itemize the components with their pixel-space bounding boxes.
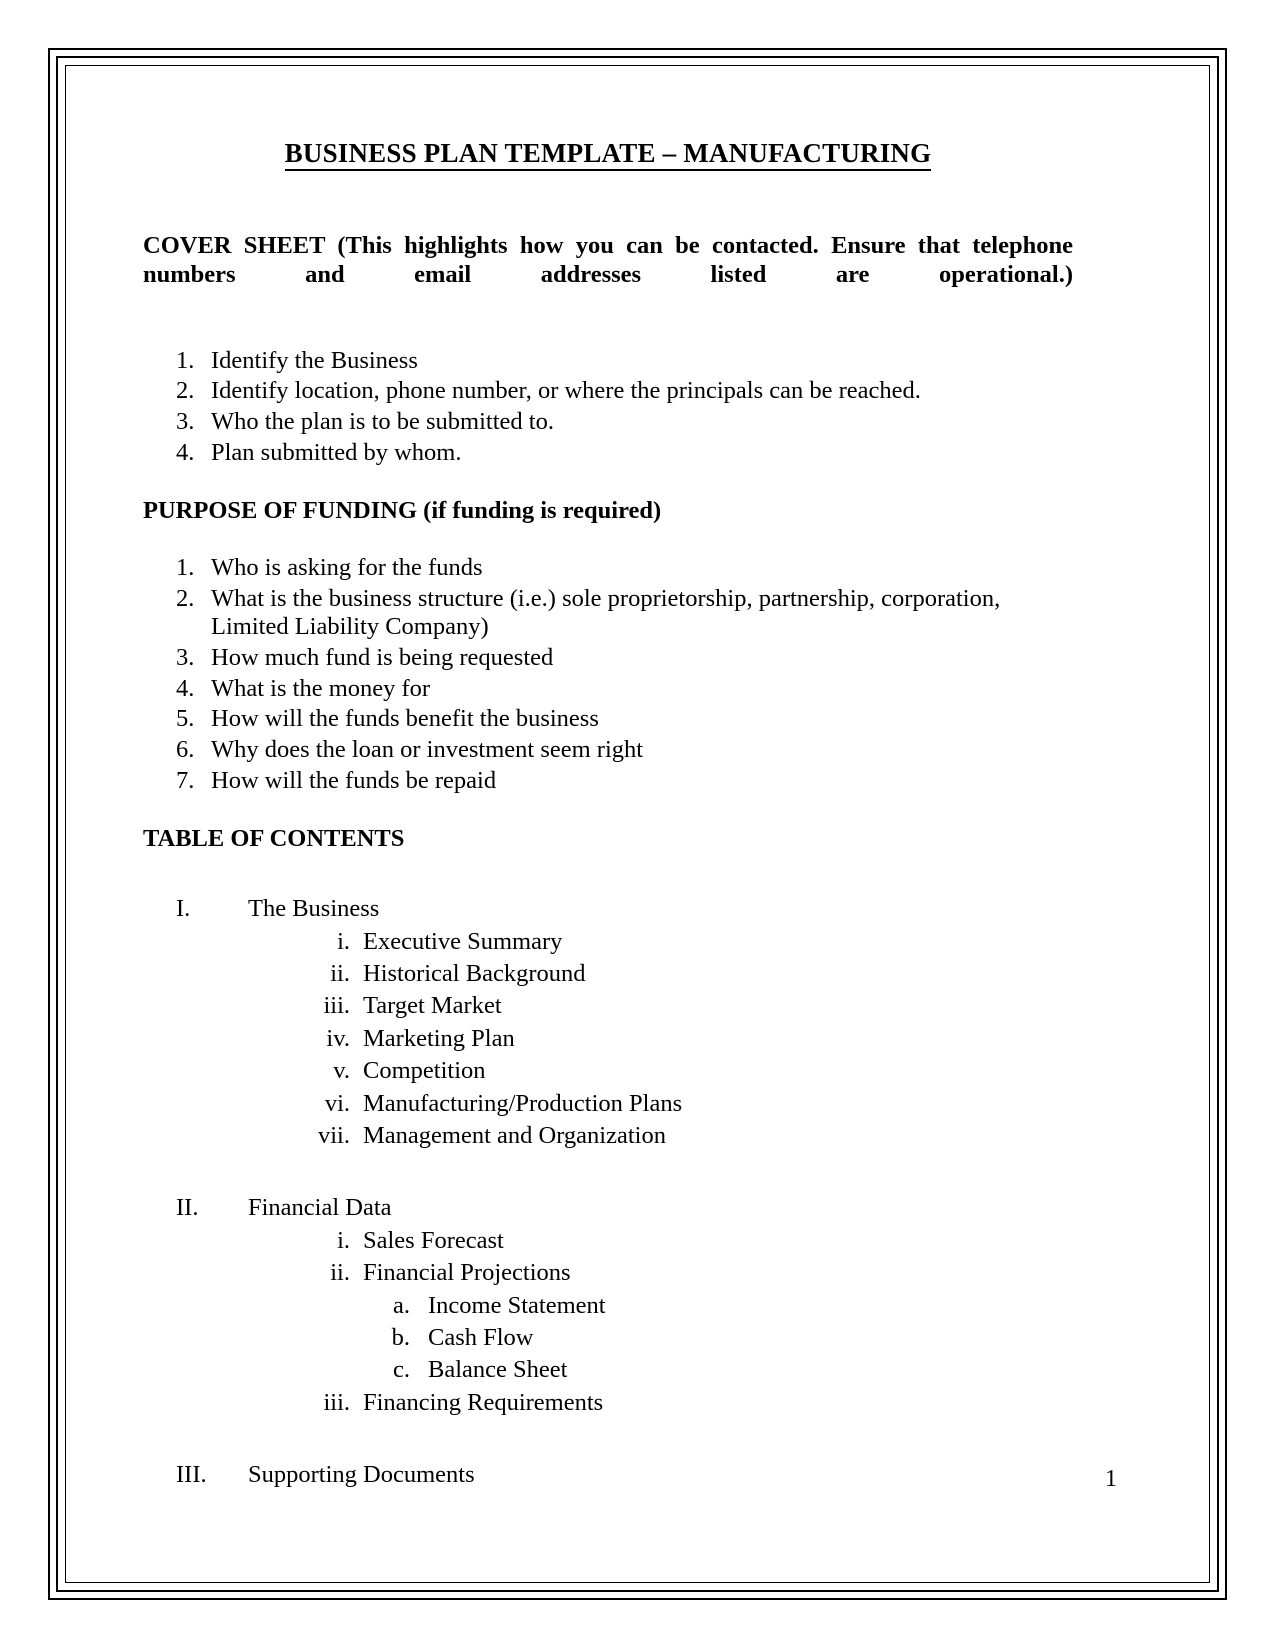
list-text: What is the business structure (i.e.) sole proprietorship, partnership, corporation, Limited Liability Company) <box>211 584 1001 641</box>
toc-marker: c. <box>393 1356 410 1384</box>
toc-section <box>143 894 1073 923</box>
toc-marker: i. <box>337 927 350 955</box>
toc-marker: vi. <box>324 1089 350 1117</box>
toc-marker: iv. <box>326 1024 350 1052</box>
list-marker: 4. <box>176 438 195 466</box>
toc-marker: b. <box>391 1323 410 1351</box>
toc-label: Financial Data <box>248 1194 392 1222</box>
toc-label: Sales Forecast <box>363 1226 504 1254</box>
toc-label: Financing Requirements <box>363 1388 604 1416</box>
toc-label: Target Market <box>363 992 502 1020</box>
toc-label: Supporting Documents <box>248 1461 475 1489</box>
list-item <box>143 675 1073 704</box>
page-number: 1 <box>1105 1466 1117 1492</box>
toc-subsection <box>143 1226 1073 1255</box>
toc-label: Competition <box>363 1057 486 1085</box>
list-marker: 2. <box>176 584 195 612</box>
toc-label: The Business <box>248 895 380 923</box>
list-item <box>143 767 1073 796</box>
list-item <box>143 347 1073 376</box>
list-text: Why does the loan or investment seem right <box>211 736 644 764</box>
toc-marker: II. <box>176 1194 199 1222</box>
toc-subsection <box>143 927 1073 956</box>
list-text: Who the plan is to be submitted to. <box>211 407 554 435</box>
list-marker: 1. <box>176 346 195 374</box>
toc-marker: ii. <box>330 960 350 988</box>
toc-label: Balance Sheet <box>428 1356 568 1384</box>
toc-label: Marketing Plan <box>363 1024 515 1052</box>
toc-label: Management and Organization <box>363 1122 666 1149</box>
list-item <box>143 644 1073 673</box>
document-title-text: BUSINESS PLAN TEMPLATE – MANUFACTURING <box>285 138 932 171</box>
list-marker: 7. <box>176 766 195 794</box>
list-text: Who is asking for the funds <box>211 554 483 582</box>
list-text: Identify the Business <box>211 346 418 374</box>
toc-label: Historical Background <box>363 960 586 988</box>
list-item <box>143 705 1073 734</box>
toc-marker: I. <box>176 895 191 923</box>
list-marker: 3. <box>176 644 195 672</box>
toc-label: Executive Summary <box>363 927 563 955</box>
list-text: How will the funds benefit the business <box>211 705 599 733</box>
toc-marker: III. <box>176 1461 207 1489</box>
list-marker: 6. <box>176 736 195 764</box>
toc-label: Manufacturing/Production Plans <box>363 1089 683 1117</box>
list-marker: 1. <box>176 554 195 582</box>
table-of-contents-list <box>143 894 1073 1489</box>
toc-marker: i. <box>337 1226 350 1254</box>
toc-subsection <box>143 991 1073 1020</box>
table-of-contents-heading: TABLE OF CONTENTS <box>143 825 405 853</box>
toc-subsection <box>143 1024 1073 1053</box>
toc-marker: iii. <box>323 992 350 1020</box>
list-item <box>143 439 1073 468</box>
list-marker: 5. <box>176 705 195 733</box>
list-item <box>143 554 1073 583</box>
list-item <box>143 736 1073 765</box>
toc-section <box>143 1193 1073 1222</box>
list-marker: 2. <box>176 377 195 405</box>
toc-marker: v. <box>333 1057 350 1085</box>
toc-subsection <box>143 1388 1073 1417</box>
list-text: Identify location, phone number, or where the principals can be reached. <box>211 377 921 405</box>
document-title <box>143 120 1073 170</box>
toc-marker: iii. <box>323 1388 350 1416</box>
purpose-of-funding-list <box>143 554 1073 795</box>
toc-subsection <box>143 959 1073 988</box>
toc-marker: ii. <box>330 1259 350 1287</box>
toc-subsection <box>143 1258 1073 1287</box>
toc-label: Cash Flow <box>428 1323 534 1351</box>
list-text: Plan submitted by whom. <box>211 438 462 466</box>
list-text: How will the funds be repaid <box>211 766 497 794</box>
toc-label: Financial Projections <box>363 1259 571 1287</box>
purpose-of-funding-heading: PURPOSE OF FUNDING (if funding is required) <box>143 497 662 525</box>
toc-subsection <box>143 1121 1073 1150</box>
list-marker: 4. <box>176 674 195 702</box>
toc-label: Income Statement <box>428 1291 606 1319</box>
cover-sheet-heading: COVER SHEET (This highlights how you can be contacted. Ensure that telephone numbers and email addresses listed are operational.) <box>143 231 1073 288</box>
toc-marker: vii. <box>318 1122 350 1149</box>
list-marker: 3. <box>176 407 195 435</box>
list-text: How much fund is being requested <box>211 644 554 672</box>
toc-subsubsection <box>143 1323 1073 1352</box>
toc-section <box>143 1460 1073 1489</box>
list-text: What is the money for <box>211 674 431 702</box>
toc-subsubsection <box>143 1291 1073 1320</box>
document-body <box>143 120 1073 1493</box>
toc-subsection <box>143 1089 1073 1118</box>
toc-subsubsection <box>143 1355 1073 1384</box>
list-item <box>143 377 1073 406</box>
list-item <box>143 408 1073 437</box>
toc-marker: a. <box>393 1291 410 1319</box>
toc-subsection <box>143 1056 1073 1085</box>
cover-sheet-list <box>143 347 1073 468</box>
list-item <box>143 585 1073 642</box>
